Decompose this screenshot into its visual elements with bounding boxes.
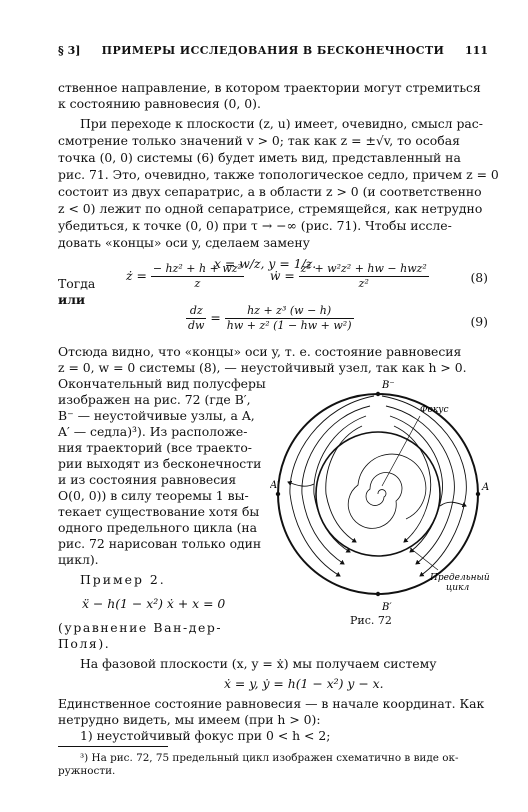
text-line: Окончательный вид полусферы <box>58 376 266 391</box>
text-line: состоит из двух сепаратрис, а в области z > 0 (и соответственно <box>58 184 482 199</box>
text-line: z < 0) лежит по одной сепаратрисе, стремящейся, как нетрудно <box>58 201 483 216</box>
figure-caption: Рис. 72 <box>350 614 392 627</box>
text-line: Поля). <box>58 636 111 651</box>
focus-spiral <box>348 454 426 528</box>
dz: dz <box>186 304 206 319</box>
text-line: O(0, 0)) в силу теоремы 1 вы- <box>58 488 249 503</box>
word-togda: Тогда <box>58 276 96 291</box>
label-focus: Фокус <box>420 405 449 415</box>
equation-number-9: (9) <box>470 314 488 329</box>
label-A-right: A <box>482 482 490 493</box>
text-line: к состоянию равновесия (0, 0). <box>58 96 261 111</box>
wdot-denominator: z² <box>358 277 369 290</box>
dw: dw <box>188 319 205 332</box>
text-line: смотрение только значений v > 0; так как z = ±√v, то особая <box>58 133 460 148</box>
text-line: рис. 71. Это, очевидно, также топологическое седло, причем z = 0 <box>58 167 499 182</box>
zdot-lhs: ż = <box>126 268 147 283</box>
dz-dw-fraction <box>186 304 206 333</box>
section-mark: § 3] <box>58 44 81 57</box>
text-line: рии выходят из бесконечности <box>58 456 262 471</box>
text-line: На фазовой плоскости (x, y = ẋ) мы получаем систему <box>80 656 437 671</box>
list-item: 1) неустойчивый фокус при 0 < h < 2; <box>80 728 331 743</box>
text-line: Отсюда видно, что «концы» оси y, т. е. состояние равновесия <box>58 344 462 359</box>
wdot-fraction <box>299 262 429 291</box>
point-A-left <box>276 492 280 496</box>
phase-plane-system: ẋ = y, ẏ = h(1 − x²) y − x. <box>224 676 384 691</box>
text-line: изображен на рис. 72 (где B′, <box>58 392 251 407</box>
text-line: (уравнение Ван-дер- <box>58 620 223 635</box>
text-line: убедиться, к точке (0, 0) при τ → −∞ (рис. 71). Чтобы иссле- <box>58 218 452 233</box>
text-line: точка (0, 0) системы (6) будет иметь вид, представленный на <box>58 150 461 165</box>
chapter-title: ПРИМЕРЫ ИССЛЕДОВАНИЯ В БЕСКОНЕЧНОСТИ <box>101 44 445 57</box>
focus-pointer-line <box>382 416 420 486</box>
text-line: Единственное состояние равновесия — в начале координат. Как <box>58 696 485 711</box>
text-line: довать «концы» оси y, сделаем замену <box>58 235 310 250</box>
equation-9: $\frac{dz}{dw}$ = $\frac{\text{hz + z³ (w − h)}}{\text{hw + z² (1 − hw + w²)}}$ <box>188 304 352 332</box>
point-B-top <box>376 392 380 396</box>
text-line: цикл). <box>58 552 99 567</box>
text-line: текает существование хотя бы <box>58 504 260 519</box>
label-B-bottom: B′ <box>382 602 392 612</box>
label-B-top: B⁻ <box>382 380 395 391</box>
example-heading: Пример 2. <box>80 572 166 587</box>
text-line: ственное направление, в котором траектории могут стремиться <box>58 80 481 95</box>
point-A-right <box>476 492 480 496</box>
trajectories-left <box>288 396 374 576</box>
rhs-fraction <box>225 304 354 333</box>
footnote-line: ³) На рис. 72, 75 предельный цикл изображен схематично в виде ок- <box>80 752 459 764</box>
cycle-pointer-line <box>410 548 438 570</box>
running-header <box>58 44 488 62</box>
text-line: A′ — седла)³). Из расположе- <box>58 424 248 439</box>
figure-72 <box>270 376 492 612</box>
zdot-fraction <box>151 262 244 291</box>
rhs-denominator: hw + z² (1 − hw + w²) <box>226 319 352 332</box>
equation-number-8: (8) <box>470 270 488 285</box>
text-line: z = 0, w = 0 системы (8), — неустойчивый узел, так как h > 0. <box>58 360 467 375</box>
text-line: и из состояния равновесия <box>58 472 237 487</box>
page-number: 111 <box>465 44 488 57</box>
text-line: одного предельного цикла (на <box>58 520 258 535</box>
van-der-pol-equation: ẍ − h(1 − x²) ẋ + x = 0 <box>82 596 226 611</box>
label-limit-cycle-1: Предельный <box>430 573 490 583</box>
text-line: рис. 72 нарисован только один <box>58 536 262 551</box>
equation-8 <box>126 262 429 291</box>
substitution-equation: x = w/z, y = 1/z. <box>214 256 317 271</box>
label-limit-cycle-2: цикл <box>446 583 470 593</box>
footnote-line: ружности. <box>58 765 116 777</box>
zdot-numerator: − hz² + h + wz² <box>152 262 242 275</box>
wdot-lhs: ẇ = <box>269 268 295 283</box>
wdot-numerator: z² + w²z² + hw − hwz² <box>300 262 427 275</box>
point-B-bottom <box>376 592 380 596</box>
footnote-rule <box>58 746 168 747</box>
trajectories-right <box>382 396 466 576</box>
word-ili: или <box>58 292 86 307</box>
text-line: нетрудно видеть, мы имеем (при h > 0): <box>58 712 321 727</box>
zdot-denominator: z <box>194 277 201 290</box>
text-line: При переходе к плоскости (z, u) имеет, очевидно, смысл рас- <box>80 116 483 131</box>
label-A-left: A′ <box>270 480 280 491</box>
text-line: B⁻ — неустойчивые узлы, а A, <box>58 408 255 423</box>
rhs-numerator: hz + z³ (w − h) <box>225 304 354 319</box>
text-line: ния траекторий (все траекто- <box>58 440 252 455</box>
